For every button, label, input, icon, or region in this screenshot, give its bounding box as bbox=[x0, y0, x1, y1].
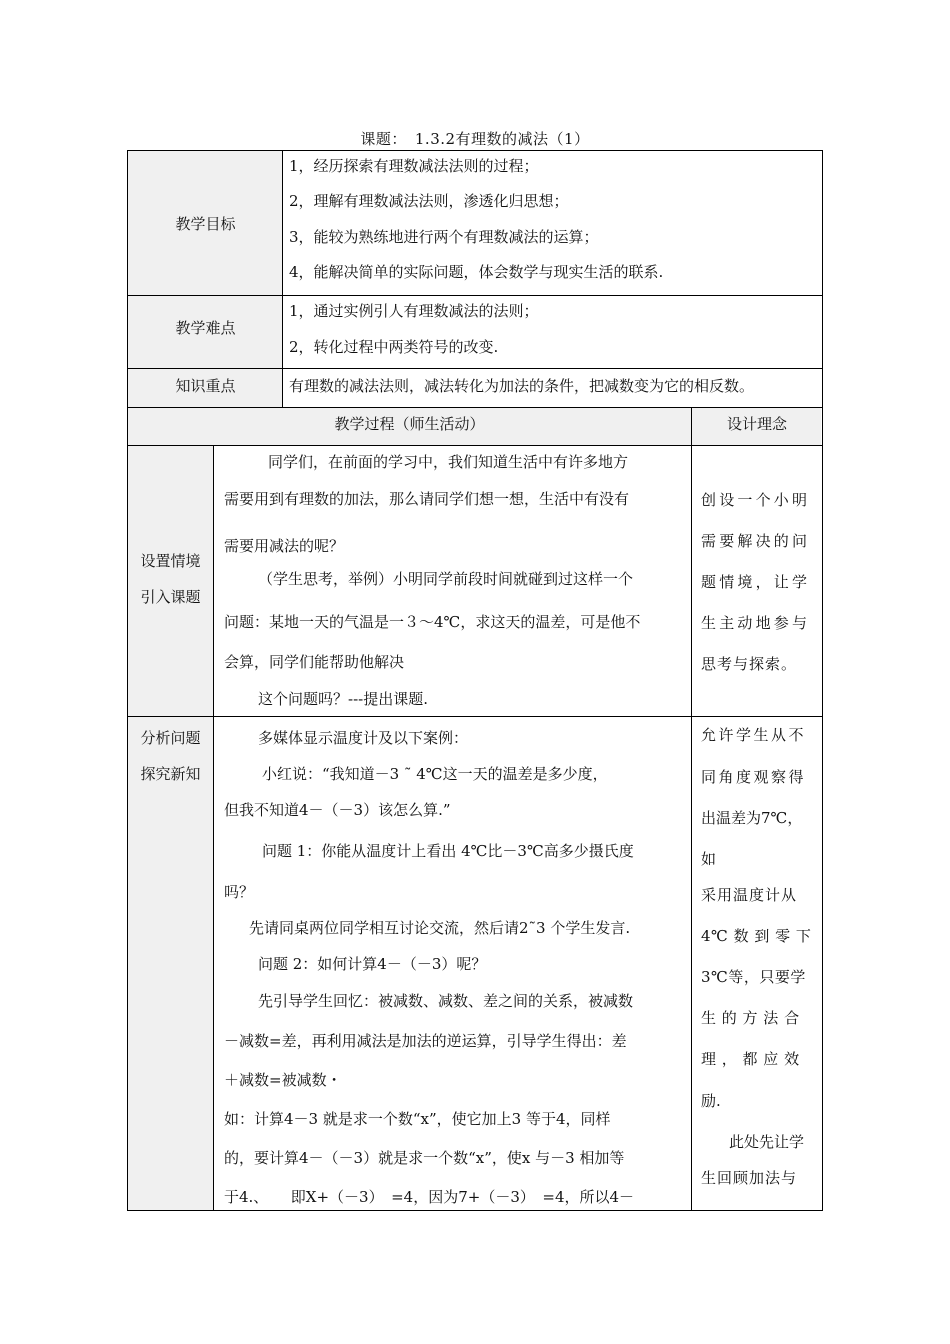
section1-design-line: 思考与探索。 bbox=[701, 655, 798, 673]
section1-line: 需要用减法的呢？ bbox=[224, 537, 345, 555]
section1-line: 同学们，在前面的学习中，我们知道生活中有许多地方 bbox=[268, 453, 629, 471]
section2-line: －减数=差，再利用减法是加法的逆运算，引导学生得出：差 bbox=[224, 1032, 627, 1050]
objective-item: 4，能解决简单的实际问题，体会数学与现实生活的联系. bbox=[289, 263, 664, 281]
section1-line: 会算，同学们能帮助他解决 bbox=[224, 653, 405, 671]
section2-line: 于4.、 即X+（－3） =4，因为7+（－3） =4，所以4－ bbox=[224, 1188, 635, 1206]
objective-item: 1，经历探索有理数减法法则的过程； bbox=[289, 157, 539, 175]
section2-line: ＋减数=被减数・ bbox=[224, 1071, 342, 1089]
section2-line: 问题 1：你能从温度计上看出 4℃比－3℃高多少摄氏度 bbox=[262, 842, 634, 860]
section1-line: 需要用到有理数的加法，那么请同学们想一想，生活中有没有 bbox=[224, 490, 630, 508]
difficulty-item: 2，转化过程中两类符号的改变. bbox=[289, 338, 499, 356]
table-border-right bbox=[822, 150, 823, 1211]
section1-label: 设置情境 bbox=[140, 552, 201, 570]
table-border-bottom bbox=[127, 1210, 823, 1211]
column-divider bbox=[282, 150, 283, 408]
section2-line: 但我不知道4－（－3）该怎么算.” bbox=[224, 801, 451, 819]
section1-design-line: 需要解决的问 bbox=[701, 532, 811, 550]
objective-item: 2，理解有理数减法法则，渗透化归思想； bbox=[289, 192, 569, 210]
process-header: 教学过程（师生活动） bbox=[334, 415, 485, 433]
section2-design-line: 如 bbox=[701, 850, 717, 868]
section2-design-line: 此处先让学 bbox=[729, 1133, 805, 1151]
difficulty-item: 1，通过实例引人有理数减法的法则； bbox=[289, 302, 539, 320]
page-title: 课题： 1.3.2有理数的减法（1） bbox=[360, 130, 590, 148]
section1-label: 引入课题 bbox=[140, 588, 201, 606]
section2-design-line: 4℃ 数 到 零 下 bbox=[701, 927, 812, 945]
section2-design-line: 出温差为7℃， bbox=[701, 809, 803, 827]
column-divider bbox=[691, 407, 692, 1211]
section2-line: 先引导学生回忆：被减数、减数、差之间的关系，被减数 bbox=[258, 992, 634, 1010]
section2-line: 如：计算4－3 就是求一个数“x”，使它加上3 等于4，同样 bbox=[224, 1110, 611, 1128]
row-divider bbox=[127, 445, 823, 446]
section2-line: 先请同桌两位同学相互讨论交流，然后请2˜3 个学生发言. bbox=[249, 919, 631, 937]
section2-line: 问题 2：如何计算4－（－3）呢？ bbox=[258, 955, 487, 973]
keypoints-text: 有理数的减法法则，减法转化为加法的条件，把减数变为它的相反数。 bbox=[289, 377, 755, 395]
difficulties-label: 教学难点 bbox=[175, 319, 236, 337]
row-divider bbox=[127, 295, 823, 296]
objectives-label: 教学目标 bbox=[175, 215, 236, 233]
section2-design-line: 采用温度计从 bbox=[701, 886, 798, 904]
row-divider bbox=[127, 407, 823, 408]
section2-design-line: 励. bbox=[701, 1092, 721, 1110]
section1-line: （学生思考，举例）小明同学前段时间就碰到过这样一个 bbox=[258, 570, 634, 588]
section1-label-shade bbox=[128, 446, 213, 716]
section2-design-line: 理 ， 都 应 效 bbox=[701, 1050, 800, 1068]
row-divider bbox=[127, 368, 823, 369]
section2-design-line: 同角度观察得 bbox=[701, 768, 807, 786]
section2-line: 吗？ bbox=[224, 883, 255, 901]
table-border-left bbox=[127, 150, 128, 1211]
section2-design-line: 3℃等，只要学 bbox=[701, 968, 806, 986]
section1-design-line: 生主动地参与 bbox=[701, 614, 811, 632]
section2-label: 探究新知 bbox=[140, 765, 201, 783]
section2-label-shade bbox=[128, 717, 213, 1210]
row-divider bbox=[127, 716, 823, 717]
design-header: 设计理念 bbox=[726, 415, 787, 433]
column-divider bbox=[213, 445, 214, 1211]
section2-line: 小红说：“我知道－3 ˜ 4℃这一天的温差是多少度， bbox=[262, 765, 608, 783]
objective-item: 3，能较为熟练地进行两个有理数减法的运算； bbox=[289, 228, 599, 246]
section2-label: 分析问题 bbox=[140, 729, 201, 747]
section2-design-line: 生回顾加法与 bbox=[701, 1169, 798, 1187]
keypoints-label: 知识重点 bbox=[175, 377, 236, 395]
section1-line: 问题：某地一天的气温是一３～4℃，求这天的温差，可是他不 bbox=[224, 613, 641, 631]
section2-line: 多媒体显示温度计及以下案例： bbox=[258, 729, 469, 747]
section2-design-line: 允许学生从不 bbox=[701, 726, 807, 744]
table-border-top bbox=[127, 150, 823, 151]
section1-design-line: 题情境，让学 bbox=[701, 573, 811, 591]
section2-line: 的，要计算4－（－3）就是求一个数“x”，使x 与－3 相加等 bbox=[224, 1149, 625, 1167]
section2-design-line: 生 的 方 法 合 bbox=[701, 1009, 800, 1027]
section1-line: 这个问题吗？---提出课题. bbox=[258, 690, 428, 708]
section1-design-line: 创设一个小明 bbox=[701, 491, 811, 509]
